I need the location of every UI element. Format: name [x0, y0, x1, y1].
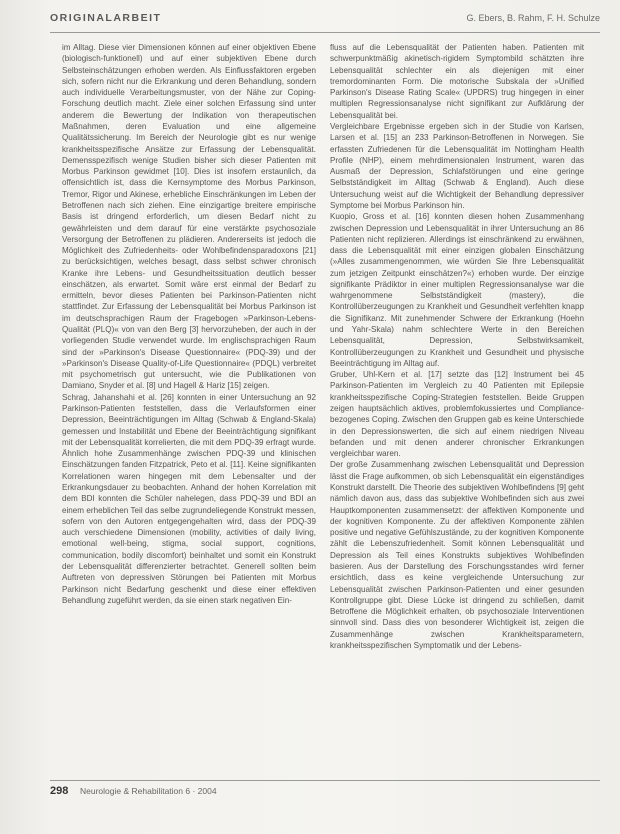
page-footer [50, 780, 600, 799]
paragraph: Vergleichbare Ergebnisse ergeben sich in der Studie von Karlsen, Larsen et al. [15] an 233 Parkinson-Betroffenen in Norwegen. Sie erfassten Zufriedenen für die Lebensqualität im Nottingham Health Profile (NHP), einem mehrdimensionalen Instrument, waren das Ausmaß der Depression, Schlafstörungen und eine geringe Selbstständigkeit im Alltag (Schwab & England). Auch diese Untersuchung weist auf die Wichtigkeit der Behandlung depressiver Symptome bei Morbus Parkinson hin. [330, 121, 584, 210]
author-line: G. Ebers, B. Rahm, F. H. Schulze [466, 13, 600, 23]
paragraph: im Alltag. Diese vier Dimensionen können auf einer objektiven Ebene (biologisch-funktionell) und auf einer subjektiven Ebene durch Selbsteinschätzungen erhoben werden. Als Einflussfaktoren ergeben sich, sofern nicht nur die Erkrankung und deren Behandlung, sondern auch individuelle Verarbeitungsmuster, von der Nähe zur Coping-Forschung deutlich macht. Ziele einer solchen Erfassung sind unter anderem die Bewertung der Indikation von therapeutischen Maßnahmen, deren Evaluation und eine allgemeine Qualitätssicherung. Im Bereich der Neurologie gibt es nur wenige krankheitsspezifische Ansätze zur Erfassung der Lebensqualität. Demensspezifisch wenige Studien bisher sich dieser Patienten mit Morbus Parkinson gewidmet [10]. Dies ist insofern erstaunlich, da offensichtlich ist, dass die Kernsymptome des Morbus Parkinson, Tremor, Rigor und Akinese, erhebliche Einschränkungen im Leben der Betroffenen nach sich ziehen. Eine einzigartige breitere empirische Basis ist dringend erforderlich, um diesen Bedarf nicht zu gewährleisten und dem darauf für eine verstärkte psychosoziale Versorgung der Betroffenen zu plädieren. Andererseits ist jedoch die Möglichkeit des Zufriedenheits- oder Wohlbefindensparadoxons [21] zu berücksichtigen, welches besagt, dass selbst schwer chronisch Kranke ihre Lebens- und Gesundheitssituation deutlich besser einschätzen, als erwartet. Somit wäre erst einmal der Bedarf zu ermitteln, bevor dieses Patienten bei Parkinson-Patienten nicht stattfindet. Zur Erfassung der Lebensqualität bei Morbus Parkinson ist im deutschsprachigen Raum der Fragebogen »Parkinson-Lebens-Qualität (PLQ)« von van den Berg [3] hervorzuheben, der auch in der vorliegenden Studie verwendet wurde. Im englischsprachigen Raum sind der »Parkinson's Disease Questionnaire« (PDQ-39) und der »Parkinson's Disease Quality-of-Life Questionnaire« (PDQL) verbreitet mit psychometrisch gut untersucht, wie die Publikationen von Damiano, Snyder et al. [8] und Hagell & Hariz [15] zeigen. [62, 43, 316, 391]
paragraph: Kuopio, Gross et al. [16] konnten diesen hohen Zusammenhang zwischen Depression und Lebensqualität in ihrer Untersuchung an 86 Patienten nicht replizieren. Allerdings ist einschränkend zu erwähnen, dass die Lebensqualität mit einer einzigen globalen Einschätzung (»Alles zusammengenommen, wie würden Sie Ihre Lebensqualität zum jetzigen Zeitpunkt einschätzen?«) erhoben wurde. Der einzige signifikante Prädiktor in einer multiplen Regressionsanalyse war die wahrgenommene Selbstständigkeit (mastery), die Kontrollüberzeugungen zu Krankheit und Gesundheit verfehlten knapp die Signifikanz. Mit zunehmender Schwere der Erkrankung (Hoehn und Yahr-Skala) nahm schlechtere Werte in den Bereichen Lebensqualität, Depression, Selbstwirksamkeit, Kontrollüberzeugungen zu Krankheit und Gesundheit und physische Beeinträchtigung im Alltag auf. [330, 212, 584, 368]
paragraph: Der große Zusammenhang zwischen Lebensqualität und Depression lässt die Frage aufkommen, ob sich Lebensqualität ein eigenständiges Konstrukt darstellt. Die Theorie des subjektiven Wohlbefindens [9] geht nämlich davon aus, dass das subjektive Wohlbefinden sich aus zwei Hauptkomponenten zusammensetzt: der affektiven Komponente und der kognitiven Komponente. Zu der affektiven Komponente zählen positive und negative Gefühlszustände, zu der kognitiven Komponente zählt die Lebenszufriedenheit. Somit können Lebensqualität und Depression als Teil eines Konstrukts subjektives Wohlbefinden basieren. Aus der Darstellung des Forschungsstandes wird ferner ersichtlich, dass es keine vergleichende Untersuchung zur Lebensqualität zwischen Parkinson-Patienten und einer gesunden Kontrollgruppe gibt. Diese Lücke ist dringend zu schließen, damit Betroffene die Möglichkeit erhalten, ob psychosoziale Interventionen sinnvoll sind. Dass dies von besonderer Wichtigkeit ist, zeigen die Zusammenhänge zwischen Krankheitsparametern, krankheitsspezifischen Symptomatik und der Lebens- [330, 460, 584, 650]
left-text-column [62, 42, 316, 770]
paragraph: Schrag, Jahanshahi et al. [26] konnten in einer Untersuchung an 92 Parkinson-Patienten feststellen, dass die Verlaufsformen einer Depression, Beeinträchtigungen im Alltag (Schwab & England-Skala) gemessen und Instabilität und Ebene der Beeinträchtigung signifikant mit der Lebensqualität korrelierten, die mit dem PDQ-39 erfragt wurde. Ähnlich hohe Zusammenhänge zwischen PDQ-39 und klinischen Einschätzungen fanden Fitzpatrick, Peto et al. [11]. Keine signifikanten Korrelationen waren hingegen mit dem Lebensalter und der Erkrankungsdauer zu beobachten. Anhand der hohen Korrelation mit dem BDI konnten die Schüler nahelegen, dass PDQ-39 und BDI an einem erheblichen Teil das selbe zugrundeliegende Konstrukt messen, sofern von den Autoren entgegengehalten wird, dass der PDQ-39 auch verschiedene Dimensionen (mobility, activities of daily living, emotional well-being, stigma, social support, cognitions, communication, bodily discomfort) beinhaltet und somit ein Konstrukt der Lebensqualität differenzierter betrachtet. Generell sollten beim Auftreten von depressiven Störungen bei Patienten mit Morbus Parkinson nicht Bedarfung geschenkt und diese einer effektiven Behandlung zugeführt werden, da sie einen stark negativen Ein- [62, 392, 316, 605]
running-header [50, 10, 600, 33]
page-number: 298 [50, 785, 69, 797]
paragraph: fluss auf die Lebensqualität der Patienten haben. Patienten mit schwerpunktmäßig akinetisch-rigidem Symptombild schätzten ihre Lebensqualität schlechter ein als diejenigen mit einer tremordominanten Form. Die motorische Subskala der »Unified Parkinson's Disease Rating Scale« (UPDRS) trug hingegen in einer multiplen Regressionsanalyse nicht signifikant zur Aufklärung der Lebensqualität bei. [330, 43, 584, 120]
section-label: ORIGINALARBEIT [50, 12, 162, 24]
right-text-column [330, 42, 584, 770]
journal-citation: Neurologie & Rehabilitation 6 · 2004 [80, 786, 217, 796]
paragraph: Gruber, Uhl-Kern et al. [17] setzte das [12] Instrument bei 45 Parkinson-Patienten im Vergleich zu 40 Patienten mit Epilepsie krankheitsspezifische Coping-Strategien feststellen. Beide Gruppen zeigen hauptsächlich aktives, problemfokussiertes und Compliance-bezogenes Coping. Zwischen den Gruppen gab es keine Unterschiede in den Depressionswerten, die sich auf einem niedrigen Niveau befanden und mit denen anderer chronischer Erkrankungen vergleichbar waren. [330, 370, 584, 459]
